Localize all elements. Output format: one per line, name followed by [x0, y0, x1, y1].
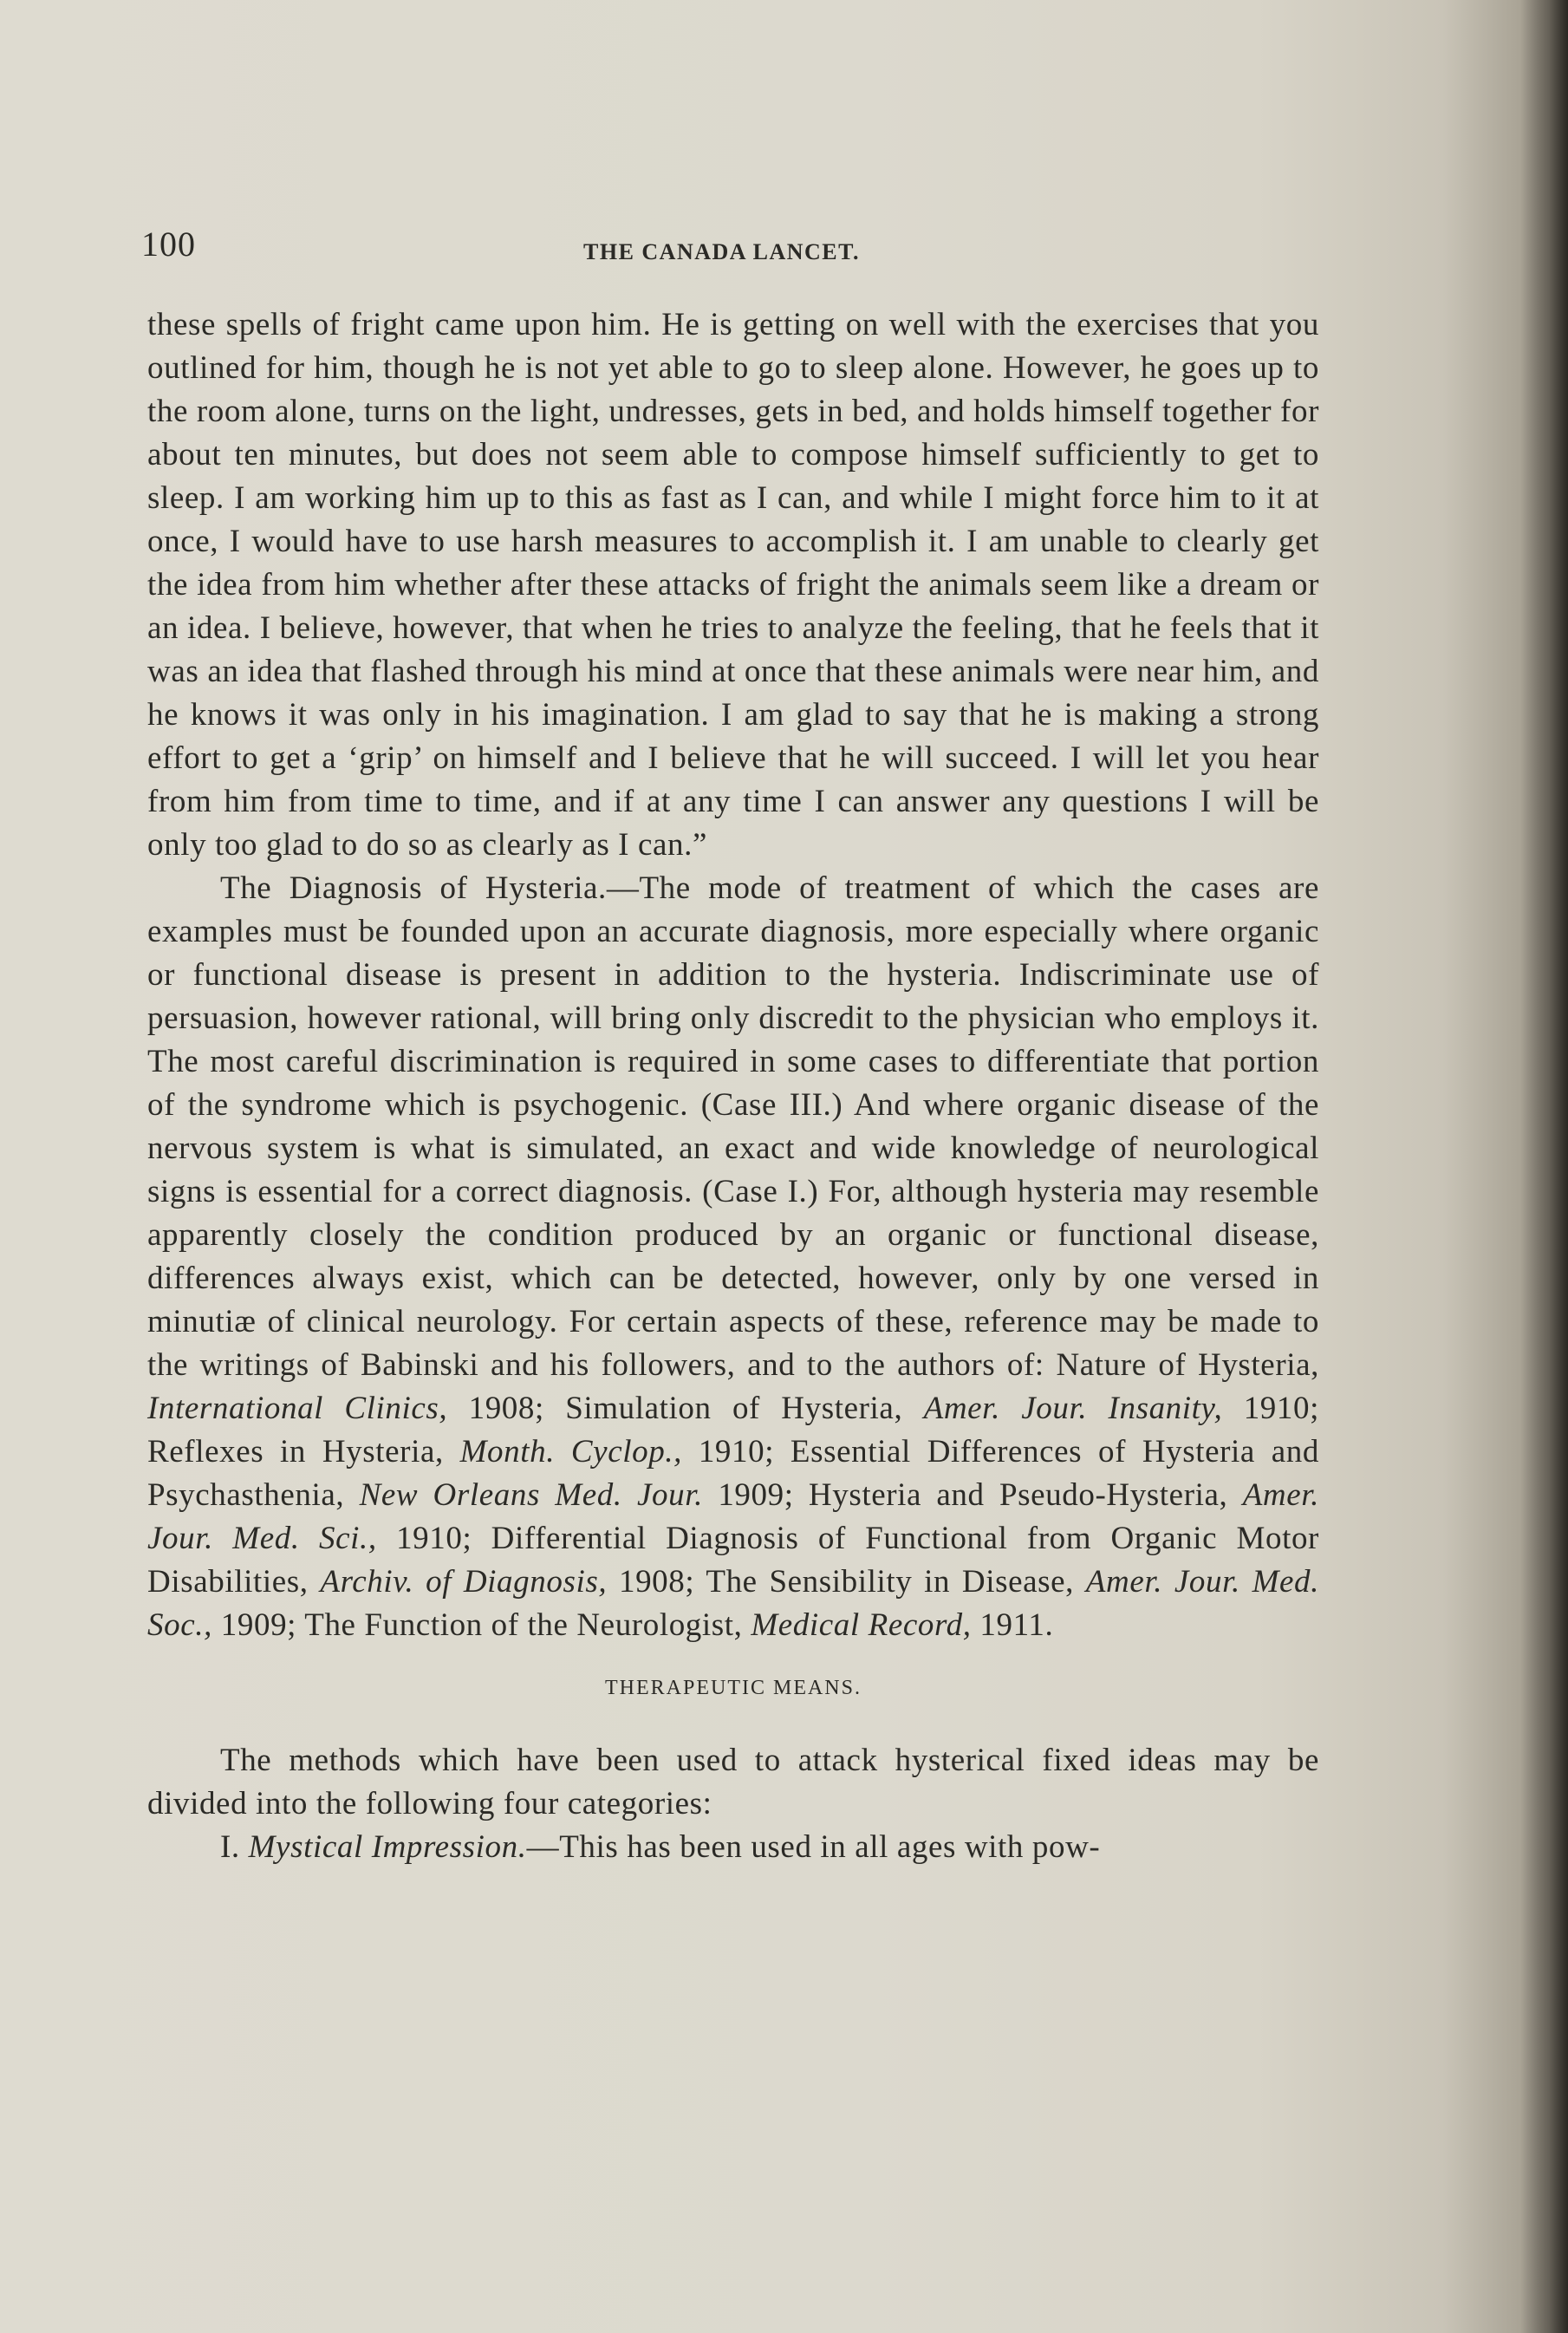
journal-title: Amer. Jour. Med. Sci., — [147, 1477, 1320, 1556]
subsection-title: Mystical Impression. — [248, 1829, 527, 1865]
paragraph-mystical-impression — [147, 1826, 1319, 1869]
running-title: THE CANADA LANCET. — [583, 239, 861, 264]
journal-title: Medical Record, — [751, 1607, 972, 1643]
paragraph-diagnosis-of-hysteria — [147, 867, 1319, 1647]
journal-title: Archiv. of Diagnosis, — [320, 1564, 608, 1600]
list-numeral: I. — [220, 1829, 240, 1865]
binding-edge-shadow — [1520, 0, 1568, 2333]
text-segment: The Diagnosis of Hysteria.—The mode of treatment of which the cases are examples must be founded upon an accurate diagnosis, more especially where organic or functional disease is present in addition to the hysteria. Indiscriminate use of persuasion, however rational, will bring only discredit to the physician who employs it. The most careful discrimination is required in some cases to differentiate that portion of the syndrome which is psychogenic. (Case III.) And where organic disease of the nervous system is what is simulated, an exact and wide knowledge of neurological signs is essential for a correct diagnosis. (Case I.) For, although hysteria may resemble apparently closely the condition produced by an organic or functional disease, differences always exist, which can be detected, however, only by one versed in minutiæ of clinical neurology. For certain aspects of these, reference may be made to the writings of Babinski and his followers, and to the authors of: Nature of Hysteria, — [147, 870, 1319, 1383]
text-segment: —This has been used in all ages with pow- — [526, 1829, 1101, 1865]
journal-title: Amer. Jour. Med. Soc., — [147, 1564, 1320, 1643]
text-segment: 1910; Essential Differences of Hysteria and Psychasthenia, — [147, 1434, 1319, 1513]
journal-title: Amer. Jour. Insanity, — [923, 1391, 1223, 1426]
journal-title: Month. Cyclop., — [459, 1434, 683, 1470]
text-segment: 1909; Hysteria and Pseudo-Hysteria, — [702, 1477, 1243, 1513]
paragraph-methods-intro: The methods which have been used to attack hysterical fixed ideas may be divided into the following four categories: — [147, 1743, 1319, 1821]
page-header — [141, 224, 1320, 276]
page-number: 100 — [141, 225, 196, 264]
text-segment: 1910; Differential Diagnosis of Functional from Organic Motor Disabilities, — [147, 1521, 1319, 1600]
paragraph-continued-letter: these spells of fright came upon him. He is getting on well with the exercises that you outlined for him, though he is not yet able to go to sleep alone. However, he goes up to the room alone, turns on the light, undresses, gets in bed, and holds himself together for about ten minutes, but does not seem able to compose himself sufficiently to get to sleep. I am working him up to this as fast as I can, and while I might force him to it at once, I would have to use harsh measures to accomplish it. I am unable to clearly get the idea from him whether after these attacks of fright the animals seem like a dream or an idea. I believe, however, that when he tries to analyze the feeling, that he feels that it was an idea that flashed through his mind at once that these animals were near him, and he knows it was only in his imagination. I am glad to say that he is making a strong effort to get a ‘grip’ on himself and I believe that he will succeed. I will let you hear from him from time to time, and if at any time I can answer any questions I will be only too glad to do so as clearly as I can.” — [147, 307, 1319, 863]
text-segment: 1910; Reflexes in Hysteria, — [147, 1391, 1319, 1470]
text-segment: 1911. — [971, 1607, 1054, 1643]
text-segment: 1908; The Sensibility in Disease, — [607, 1564, 1086, 1600]
journal-title: New Orleans Med. Jour. — [359, 1477, 703, 1513]
journal-title: International Clinics, — [147, 1391, 448, 1426]
section-heading: THERAPEUTIC MEANS. — [604, 1677, 862, 1699]
article-body — [147, 303, 1319, 1869]
text-segment: 1909; The Function of the Neurologist, — [211, 1607, 751, 1643]
text-segment: 1908; Simulation of Hysteria, — [447, 1391, 924, 1426]
